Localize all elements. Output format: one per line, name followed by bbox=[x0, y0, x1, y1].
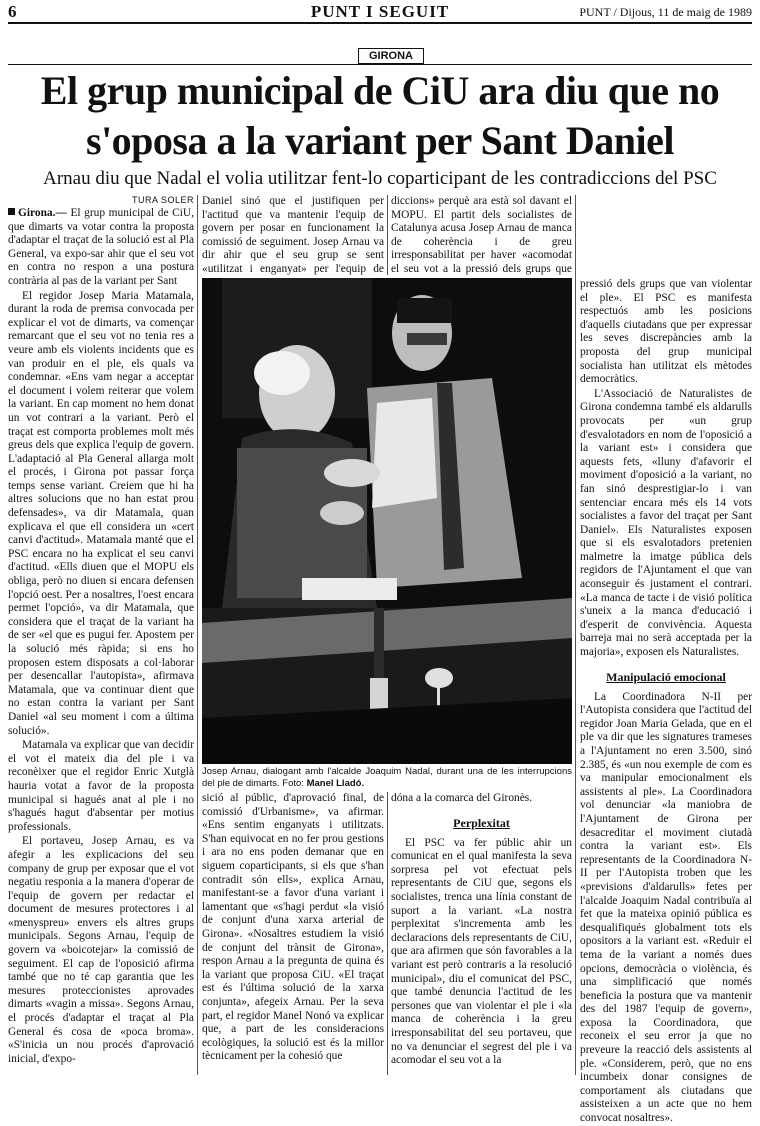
paragraph: El portaveu, Josep Arnau, es va afegir a les explicacions del seu company de grup per exposar que el vot negatiu responia a la manera d'operar de l'equip de govern per redactar el document de mesures protectores i al «menyspreu» envers els altres grups municipals. Segons Arnau, l'equip de govern va «boicotejar» la comissió de seguiment. El cap de l'oposició afirma també que no té cap garantia que les mesures proteccionistes aprovades dimarts «vagin a missa». Segons Arnau, el procés d'adaptar el traçat al Pla General és cosa de «poca broma». «S'inicia un nou procés d'aprovació inicial, d'expo- bbox=[8, 835, 194, 1065]
column-divider bbox=[387, 195, 388, 275]
section-subtitle: Manipulació emocional bbox=[606, 669, 726, 684]
column-3-top bbox=[391, 195, 572, 275]
column-divider bbox=[197, 195, 198, 1075]
masthead bbox=[8, 2, 752, 24]
paragraph: sició al públic, d'aprovació final, de comissió d'Urbanisme», va afirmar. «Ens sentim enganyats i utilitzats. S'han equivocat en no fer prou gestions i ara no ens poden demanar que en siguem coparticipants, si els que s'han contradit són ells», explica Arnau, manifestant-se a favor d'una variant i lamentant que «s'hagi perdut «la visió de conjunt d'una xarxa arterial de Girona». «Nosaltres estudiem la visió de conjunt del trànsit de Girona», respon Arnau a la pregunta de quina és la variant que proposa CiU. «El traçat est és l'última solució de la xarxa conjunta», afegeix Arnau. Per la seva part, el regidor Manel Nonó va explicar que, a part de les consideracions ecològiques, la solució est és la millor tècnicament per la cohesió que bbox=[202, 792, 384, 1063]
byline: TURA SOLER bbox=[131, 195, 194, 205]
section-name: PUNT I SEGUIT bbox=[310, 2, 450, 21]
paragraph: La Coordinadora N-II per l'Autopista considera que l'actitud del regidor Joan Maria Gelada, que en el ple va dir que les signatures trameses a l'Ajuntament no eren 3.500, sinó 2.385, és «un nou exemple de com es va manipular emocionalment els assistents al ple». La Coordinadora vol denunciar «la maniobra de l'Ajuntament de Girona per desacreditar el moviment ciutadà contra la variant est». Els representants de la Coordinadora N-II per l'Autopista troben que les «previsions d'aldarulls» fetes per l'alcalde Joaquim Nadal contribuïa al fet que la mateixa opinió pública es desqualifiqués globalment tots els opositors a la variant est. «Reduir el tema de la variant a només dues opcions, democràcia o violència, és una simplificació que només beneficia la postura que va mantenir des del 1987 l'equip de govern», exposa la Coordinadora, que reconeix el seu error ja que no preveure la reacció dels assistents al ple. «Considerem, però, que no ens incumbeix donar consignes de comportament als ciutadans que assisteixen a un acte que no hem convocat nosaltres». bbox=[580, 690, 752, 1125]
subhead: Arnau diu que Nadal el volia utilitzar fent-lo coparticipant de les contradiccions del PSC bbox=[43, 168, 717, 189]
lead-paragraph bbox=[8, 207, 194, 289]
paragraph: Daniel sinó que el justifiquen per l'actitud que va mantenir l'equip de govern per posar en funcionament la comissió de seguiment. Josep Arnau va dir ahir que el seu grup se sent «utilitzat i enganyat» per l'equip de bbox=[202, 195, 384, 275]
headline: El grup municipal de CiU ara diu que no s'oposa a la variant per Sant Daniel bbox=[40, 68, 720, 163]
lead-text: El grup municipal de CiU, que dimarts va votar contra la proposta d'adaptar el traçat de la solució est al Pla General, va expo-sar ahir que el seu vot en contra no respon a una postura contrària al pas de la variant per Sant bbox=[8, 207, 194, 287]
kicker: GIRONA bbox=[358, 48, 424, 64]
paragraph: Matamala va explicar que van decidir el vot el mateix dia del ple i va reconèixer que el regidor Enric Xutglà hauria votat a favor de la proposta municipal si hagués anat al ple i no s'hagués hagut d'absentar per motius professionals. bbox=[8, 739, 194, 833]
paragraph: pressió dels grups que van violentar el ple». El PSC es manifesta respectuós amb les posicions d'aquells ciutadans que per expressar les seves discrepàncies amb la proposta del grup municipal socialista han utilitzat els mètodes democràtics. bbox=[580, 278, 752, 386]
column-1 bbox=[8, 195, 194, 1075]
section-subtitle: Perplexitat bbox=[453, 815, 510, 830]
bullet-square-icon bbox=[8, 208, 15, 215]
photo-credit: Manel Lladó. bbox=[306, 777, 365, 789]
paragraph: dóna a la comarca del Gironès. bbox=[391, 792, 533, 804]
paragraph: El regidor Josep Maria Matamala, durant la roda de premsa convocada per explicar el vot de dimarts, va començar remarcant que el seu vot no tenia res a veure amb els violents incidents que es van produir en el ple, els quals va condemnar. «Ens vam negar a acceptar el document i volem reiterar que volem la variant. En cap moment no hem donat un vot contrari a la variant. Però el traçat est comporta problemes molt més greus dels que explica l'equip de govern. L'adaptació al Pla General allarga molt el procés, i Girona pot passar força temps sense variant. Creiem que hi ha altres solucions que no han estat prou defensades», va dir Matamala, quan explicava el que ell considera un «cert canvi d'actitud». Matamala manté que el PSC encara no ha explicat el seu canvi d'actitud. «Ells diuen que el MOPU els obliga, però no diuen si encara defensen l'opció oest. Per a nosaltres, l'oest encara permet l'opció», va dir Matamala, que considera que el traçat de la variant ha de ser «el que es pugui fer. Apostem per la solució més ràpida; si ens ho proposen estem disposats a col·laborar per desencallar l'autopista», afirmava Matamala, que va continuar dient que no estan contra la variant per Sant Daniel «al seu moment i com a última solució». bbox=[8, 289, 194, 737]
paragraph: El PSC va fer públic ahir un comunicat en el qual manifesta la seva sorpresa pel vot efectuat pels representants de CiU que, segons els socialistes, trenca una línia constant de suport a la variant. «La nostra perplexitat s'incrementa amb les declaracions dels representants de CiU, que ara afirmen que són favorables a la variant est però contraris a la resolució municipal», diu el comunicat del PSC, que també denuncia l'actitud de les persones que van violentar el ple i «la manca de coherència i la greu irresponsabilitat del seu portaveu, que no va denunciar el segrest del ple i va acomodar el seu vot a la bbox=[391, 836, 572, 1067]
photo-caption bbox=[202, 766, 572, 789]
page-number: 6 bbox=[8, 2, 17, 21]
column-3-bottom bbox=[391, 792, 572, 1075]
location: Girona.— bbox=[18, 207, 67, 219]
column-2-bottom bbox=[202, 792, 384, 1075]
caption-text: Josep Arnau, dialogant amb l'alcalde Joaquim Nadal, durant una de les interrupcions del ple de dimarts. Foto: bbox=[202, 766, 572, 789]
column-2-top bbox=[202, 195, 384, 275]
column-4 bbox=[580, 278, 752, 1125]
dateline: PUNT / Dijous, 11 de maig de 1989 bbox=[579, 5, 752, 19]
paragraph: diccions» perquè ara està sol davant el MOPU. El partit dels socialistes de Catalunya acusa Josep Arnau de manca de coherència i de greu irresponsabilitat per haver «acomodat el seu vot a la pressió dels grups que bbox=[391, 195, 572, 275]
kicker-rule bbox=[8, 64, 752, 65]
column-divider bbox=[387, 792, 388, 1075]
paragraph: L'Associació de Naturalistes de Girona condemna també els aldarulls provocats per «un grup d'esvalotadors en nom de l'oposició a la variant est» i considera que aquests fets, «lluny d'afavorir el moviment d'oposició a la variant, no fan sinó desprestigiar-lo i van sentenciar encara més els 14 vots socialistes a favor del traçat per Sant Daniel». Els Naturalistes exposen que si els esvalotadors pretenien malmetre la imatge pública dels regidors de l'Ajuntament el que van aconseguir és justament el contrari. «La manca de tacte i de visió política s'uneix a la manca d'educació i d'esperit de convivència. Aquesta barreja mai no serà acceptada per la majoria», exposen els Naturalistes. bbox=[580, 387, 752, 659]
column-divider bbox=[575, 195, 576, 1075]
photo-illustration bbox=[202, 278, 572, 764]
news-photo bbox=[202, 278, 572, 764]
